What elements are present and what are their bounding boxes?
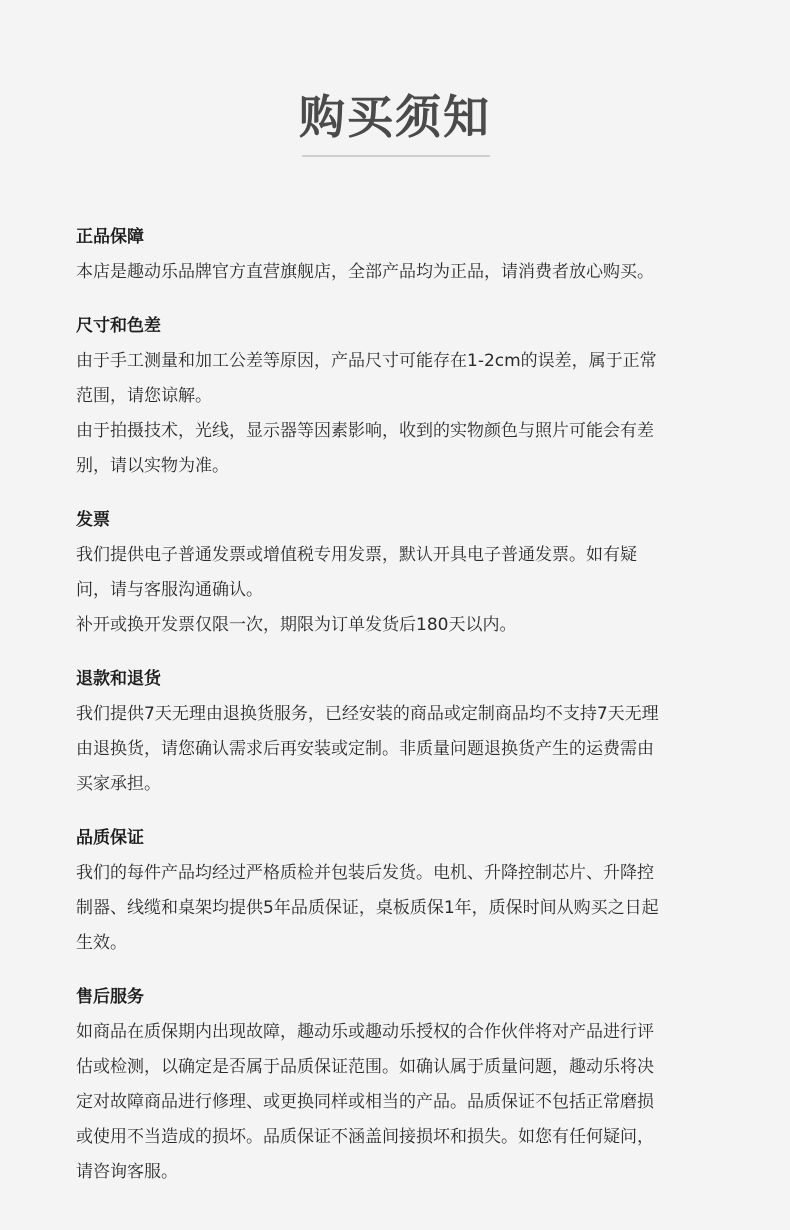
text-line: 补开或换开发票仅限一次，期限为订单发货后180天以内。: [76, 615, 517, 635]
section-heading: 尺寸和色差: [76, 316, 161, 336]
section-authenticity: [76, 219, 716, 290]
section-heading: 退款和退货: [76, 669, 161, 689]
text-line: 我们的每件产品均经过严格质检并包装后发货。电机、升降控制芯片、升降控: [76, 863, 654, 883]
text-line: 或使用不当造成的损坏。品质保证不涵盖间接损坏和损失。如您有任何疑问，: [76, 1127, 654, 1147]
text-line: 我们提供电子普通发票或增值税专用发票，默认开具电子普通发票。如有疑: [76, 545, 637, 565]
text-line: 生效。: [76, 933, 127, 953]
page-title: 购买须知: [299, 90, 491, 144]
section-paragraph: [76, 255, 716, 290]
section-refund-and-return: [76, 661, 716, 802]
section-paragraph: [76, 608, 716, 643]
section-paragraph: [76, 697, 716, 802]
text-line: 定对故障商品进行修理、或更换同样或相当的产品。品质保证不包括正常磨损: [76, 1092, 654, 1112]
text-line: 如商品在质保期内出现故障，趣动乐或趣动乐授权的合作伙伴将对产品进行评: [76, 1022, 654, 1042]
text-line: 制器、线缆和桌架均提供5年品质保证，桌板质保1年，质保时间从购买之日起: [76, 898, 659, 918]
section-after-sales-service: [76, 979, 716, 1190]
section-paragraph: [76, 538, 716, 608]
section-quality-guarantee: [76, 820, 716, 961]
text-line: 本店是趣动乐品牌官方直营旗舰店，全部产品均为正品，请消费者放心购买。: [76, 262, 654, 282]
section-size-and-color: [76, 308, 716, 484]
section-heading: 发票: [76, 510, 110, 530]
text-line: 估或检测，以确定是否属于品质保证范围。如确认属于质量问题，趣动乐将决: [76, 1057, 654, 1077]
text-line: 请咨询客服。: [76, 1162, 178, 1182]
text-line: 范围，请您谅解。: [76, 386, 212, 406]
notice-content: [76, 219, 716, 1208]
text-line: 问，请与客服沟通确认。: [76, 580, 263, 600]
text-line: 别，请以实物为准。: [76, 456, 229, 476]
section-heading: 售后服务: [76, 987, 144, 1007]
section-heading: 正品保障: [76, 227, 144, 247]
text-line: 买家承担。: [76, 774, 161, 794]
section-heading: 品质保证: [76, 828, 144, 848]
text-line: 由退换货，请您确认需求后再安装或定制。非质量问题退换货产生的运费需由: [76, 739, 654, 759]
title-underline: [302, 155, 490, 157]
text-line: 我们提供7天无理由退换货服务，已经安装的商品或定制商品均不支持7天无理: [76, 704, 659, 724]
section-paragraph: [76, 1015, 716, 1190]
section-paragraph: [76, 414, 716, 484]
section-paragraph: [76, 344, 716, 414]
text-line: 由于拍摄技术，光线，显示器等因素影响，收到的实物颜色与照片可能会有差: [76, 421, 654, 441]
section-invoice: [76, 502, 716, 643]
text-line: 由于手工测量和加工公差等原因，产品尺寸可能存在1-2cm的误差，属于正常: [76, 351, 657, 371]
section-paragraph: [76, 856, 716, 961]
